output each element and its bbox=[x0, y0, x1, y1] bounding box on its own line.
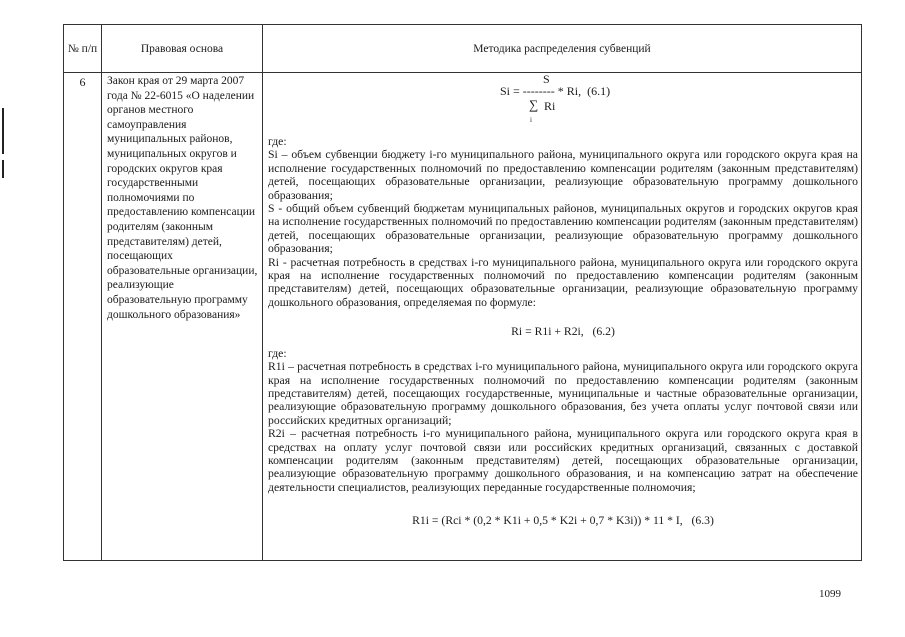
formula-dashes: -------- bbox=[522, 84, 555, 98]
header-method: Методика распределения субвенций bbox=[263, 25, 862, 73]
header-legal-basis: Правовая основа bbox=[102, 25, 263, 73]
header-row bbox=[64, 25, 862, 73]
formula-6-3: R1i = (Rci * (0,2 * K1i + 0,5 * K2i + 0,7 * K3i)) * 11 * I, (6.3) bbox=[412, 514, 714, 528]
formula-numerator: S bbox=[543, 72, 550, 86]
row-number: 6 bbox=[64, 73, 102, 561]
formula-main-line bbox=[500, 85, 610, 98]
formula-rhs: * Ri, bbox=[557, 84, 582, 98]
paragraph-r1i: R1i – расчетная потребность в средствах i-го муниципального района, муниципального округа или городского округа края на исполнение государственных полномочий по предоставлению компенсации родителям (законным представителям) детей, посещающих государственные, муниципальные и частные образовательные организации, реализующие образовательную программу дошкольного образования, без учета оплаты услуг почтовой связи или российских кредитных организаций; bbox=[268, 360, 858, 427]
formula-tag: (6.1) bbox=[587, 84, 611, 98]
formula-lhs: Si = bbox=[500, 84, 520, 98]
subsidy-table bbox=[63, 24, 862, 561]
formula-denominator: Ri bbox=[544, 99, 556, 113]
formula-6-2: Ri = R1i + R2i, (6.2) bbox=[511, 325, 615, 339]
paragraph-si: Si – объем субвенции бюджету i-го муниципального района, муниципального округа или городского округа края на исполнение государственных полномочий по предоставлению компенсации родителям (законным представителям) детей, посещающих образовательные организации, реализующие образовательную программу дошкольного образования; bbox=[268, 148, 858, 202]
paragraph-s: S - общий объем субвенций бюджетам муниципальных районов, муниципальных округов и городских округов края на исполнение государственных полномочий по предоставлению компенсации родителям (законным представителям) детей, посещающих образовательные организации, реализующие образовательную программу дошкольного образования; bbox=[268, 202, 858, 256]
sum-subscript: i bbox=[530, 116, 532, 124]
margin-mark bbox=[2, 108, 4, 154]
sum-symbol: ∑ bbox=[529, 97, 539, 112]
method-cell bbox=[263, 73, 862, 561]
formula-6-1 bbox=[268, 73, 858, 135]
legal-basis-cell: Закон края от 29 марта 2007 года № 22-6015 «О наделении органов местного самоуправления муниципальных районов, муниципальных округов и городских округов края государственными полномочиями по предоставлению компенсации родителям (законным представителям) детей, посещающих образовательные организации, реализующие образовательную программу дошкольного образования» bbox=[102, 73, 263, 561]
margin-mark bbox=[2, 160, 4, 178]
header-number: № п/п bbox=[64, 25, 102, 73]
table-row bbox=[64, 73, 862, 561]
where-label: где: bbox=[268, 135, 287, 148]
paragraph-r2i: R2i – расчетная потребность i-го муниципального района, муниципального округа или городского округа края в средствах на оплату услуг почтовой связи или российских кредитных организаций, связанных с доставкой компенсации родителям (законным представителям) детей, посещающих образовательные организации, реализующие образовательную программу дошкольного образования, и на компенсацию затрат на обеспечение деятельности специалистов, реализующих переданные государственные полномочия; bbox=[268, 427, 858, 494]
page-number: 1099 bbox=[819, 588, 841, 600]
paragraph-ri: Ri - расчетная потребность в средствах i-го муниципального района, муниципального округа или городского округа края на исполнение государственных полномочий по предоставлению компенсации родителям (законным представителям) детей, посещающих образовательные организации, реализующие образовательную программу дошкольного образования, определяемая по формуле: bbox=[268, 255, 858, 309]
where-label: где: bbox=[268, 346, 287, 360]
